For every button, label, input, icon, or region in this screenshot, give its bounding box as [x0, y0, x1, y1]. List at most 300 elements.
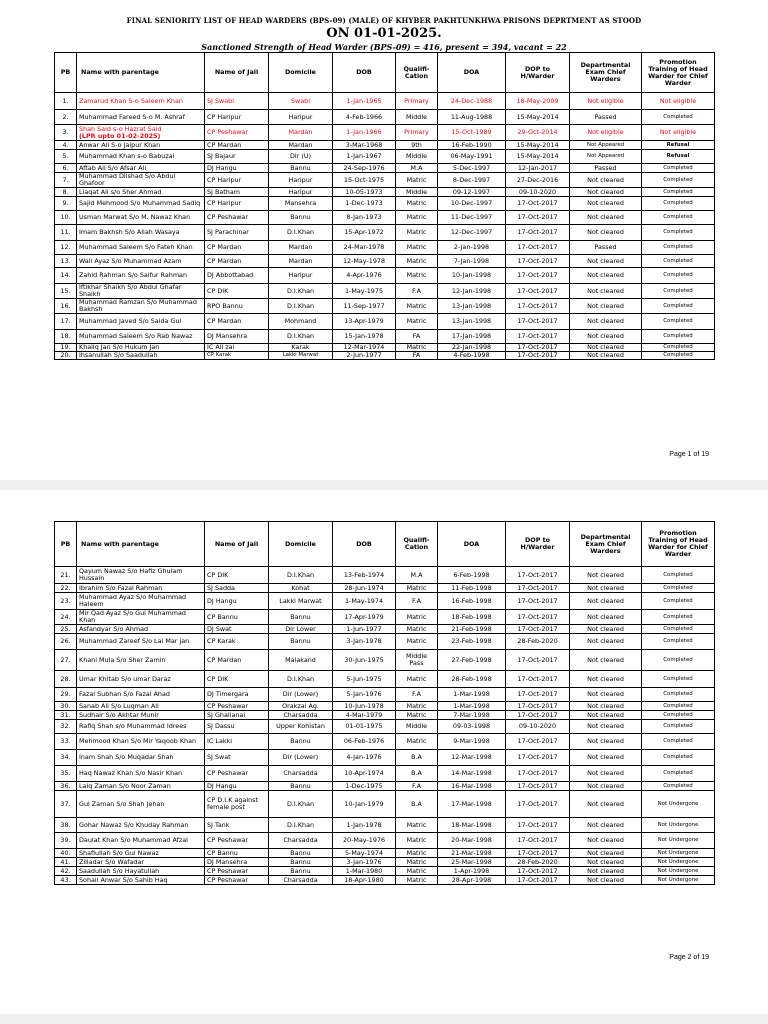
doa-cell: 10-Dec-1997 — [438, 197, 506, 211]
training-cell: Not Undergone — [642, 867, 715, 876]
dob-cell: 1-Jan-1966 — [333, 125, 396, 141]
exam-cell: Not cleared — [570, 268, 642, 284]
training-cell: Completed — [642, 225, 715, 241]
table-row — [55, 671, 715, 688]
table-row — [55, 688, 715, 702]
lpr-note: (LPR upto 01-02-2025) — [79, 131, 161, 140]
table-row — [55, 125, 715, 141]
name-cell: Sohail Anwar S/o Sahib Haq — [77, 876, 205, 885]
dob-cell: 15-Oct-1975 — [333, 173, 396, 188]
exam-cell: Not cleared — [570, 867, 642, 876]
exam-cell: Not eligible — [570, 125, 642, 141]
name-cell: Zamarud Khan S-o Saleem Khan — [77, 93, 205, 110]
training-cell: Completed — [642, 110, 715, 125]
dop-cell: 17-Oct-2017 — [506, 734, 570, 750]
dop-cell: 17-Oct-2017 — [506, 867, 570, 876]
exam-cell: Not cleared — [570, 720, 642, 734]
qualification-cell: Matric — [396, 584, 438, 593]
doa-cell: 1-Mar-1998 — [438, 702, 506, 711]
exam-cell: Not cleared — [570, 791, 642, 818]
table-row — [55, 858, 715, 867]
dob-cell: 1-Mar-1980 — [333, 867, 396, 876]
name-cell: Wali Ayaz S/o Muhammad Azam — [77, 255, 205, 268]
training-cell: Completed — [642, 284, 715, 299]
dob-cell: 11-Sep-1977 — [333, 299, 396, 314]
dop-cell: 17-Oct-2017 — [506, 671, 570, 688]
qualification-cell: F.A — [396, 688, 438, 702]
jail-cell: CP Karak — [205, 352, 269, 360]
domicile-cell: D.I.Khan — [269, 225, 333, 241]
dop-cell: 17-Oct-2017 — [506, 650, 570, 671]
dop-cell: 17-Oct-2017 — [506, 344, 570, 352]
dop-cell: 17-Oct-2017 — [506, 268, 570, 284]
dop-cell: 28-Feb-2020 — [506, 634, 570, 650]
domicile-cell: Haripur — [269, 110, 333, 125]
table-row — [55, 150, 715, 164]
training-cell: Completed — [642, 671, 715, 688]
column-header: Name of Jail — [205, 522, 269, 567]
pb-cell: 16. — [55, 299, 77, 314]
jail-cell: CP Peshawar — [205, 766, 269, 782]
domicile-cell: Dir (U) — [269, 150, 333, 164]
column-header: PB — [55, 522, 77, 567]
domicile-cell: Kohat — [269, 584, 333, 593]
dob-cell: 1-Jan-1978 — [333, 818, 396, 833]
name-cell: Muhammad Khan s-o Babuzai — [77, 150, 205, 164]
pb-cell: 4. — [55, 141, 77, 150]
exam-cell: Not cleared — [570, 584, 642, 593]
name-cell: Khani Mula S/o Sher Zamin — [77, 650, 205, 671]
training-cell: Completed — [642, 625, 715, 634]
training-cell: Not Undergone — [642, 791, 715, 818]
column-header: DOP to H/Warder — [506, 522, 570, 567]
pb-cell: 36. — [55, 782, 77, 791]
qualification-cell: Matric — [396, 634, 438, 650]
pb-cell: 43. — [55, 876, 77, 885]
training-cell: Completed — [642, 610, 715, 625]
column-header: Promotion Training of Head Warder for Chief Warder — [642, 522, 715, 567]
qualification-cell: FA — [396, 330, 438, 344]
dob-cell: 5-Jan-1976 — [333, 688, 396, 702]
jail-cell: CP Haripur — [205, 173, 269, 188]
jail-cell: CP Mardan — [205, 255, 269, 268]
name-cell: Muhammad Javed S/o Saida Gul — [77, 314, 205, 330]
dob-cell: 10-Jun-1978 — [333, 702, 396, 711]
column-header: DOB — [333, 53, 396, 93]
pb-cell: 1. — [55, 93, 77, 110]
domicile-cell: D.I.Khan — [269, 671, 333, 688]
doa-cell: 12-Jan-1998 — [438, 284, 506, 299]
training-cell: Completed — [642, 268, 715, 284]
pb-cell: 26. — [55, 634, 77, 650]
table-row — [55, 833, 715, 849]
name-cell: Sudhair S/o Akhtar Munir — [77, 711, 205, 720]
training-cell: Completed — [642, 255, 715, 268]
training-cell: Completed — [642, 584, 715, 593]
dob-cell: 12-May-1978 — [333, 255, 396, 268]
qualification-cell: Matric — [396, 734, 438, 750]
name-cell: Imam Bakhsh S/o Allah Wasaya — [77, 225, 205, 241]
qualification-cell: Matric — [396, 197, 438, 211]
dop-cell: 15-May-2014 — [506, 141, 570, 150]
table-row — [55, 593, 715, 610]
qualification-cell: 9th — [396, 141, 438, 150]
dop-cell: 17-Oct-2017 — [506, 211, 570, 225]
training-cell: Completed — [642, 702, 715, 711]
jail-cell: CP Haripur — [205, 110, 269, 125]
domicile-cell: Bannu — [269, 867, 333, 876]
domicile-cell: Haripur — [269, 268, 333, 284]
training-cell: Refusal — [642, 150, 715, 164]
exam-cell: Not cleared — [570, 782, 642, 791]
pb-cell: 37. — [55, 791, 77, 818]
jail-cell: CP Karak — [205, 634, 269, 650]
dob-cell: 1-Dec-1975 — [333, 782, 396, 791]
pb-cell: 3. — [55, 125, 77, 141]
qualification-cell: Middle — [396, 188, 438, 197]
table-body — [55, 93, 715, 360]
doa-cell: 21-Mar-1998 — [438, 849, 506, 858]
domicile-cell: Mardan — [269, 141, 333, 150]
jail-cell: SJ Bajaur — [205, 150, 269, 164]
doa-cell: 6-Feb-1998 — [438, 567, 506, 584]
domicile-cell: Dir (Lower) — [269, 688, 333, 702]
qualification-cell: Matric — [396, 211, 438, 225]
jail-cell: SJ Swabi — [205, 93, 269, 110]
table-row — [55, 164, 715, 173]
qualification-cell: Matric — [396, 711, 438, 720]
training-cell: Completed — [642, 782, 715, 791]
pb-cell: 9. — [55, 197, 77, 211]
doa-cell: 18-Feb-1998 — [438, 610, 506, 625]
dob-cell: 13-Apr-1979 — [333, 314, 396, 330]
training-cell: Completed — [642, 352, 715, 360]
domicile-cell: Bannu — [269, 610, 333, 625]
qualification-cell: F.A — [396, 782, 438, 791]
name-cell: Khaliq Jan S/o Hukum Jan — [77, 344, 205, 352]
jail-cell: CP DIK — [205, 284, 269, 299]
domicile-cell: D.I.Khan — [269, 791, 333, 818]
table-row — [55, 634, 715, 650]
doa-cell: 7-Jan-1998 — [438, 255, 506, 268]
pb-cell: 31. — [55, 711, 77, 720]
training-cell: Completed — [642, 688, 715, 702]
doa-cell: 17-Mar-1998 — [438, 791, 506, 818]
pb-cell: 22. — [55, 584, 77, 593]
training-cell: Completed — [642, 314, 715, 330]
doa-cell: 14-Mar-1998 — [438, 766, 506, 782]
pb-cell: 25. — [55, 625, 77, 634]
doa-cell: 8-Dec-1997 — [438, 173, 506, 188]
dob-cell: 24-Mar-1978 — [333, 241, 396, 255]
dop-cell: 28-Feb-2020 — [506, 858, 570, 867]
name-cell: Aftab Ali S/o Afsar Ali — [77, 164, 205, 173]
table-row — [55, 314, 715, 330]
training-cell: Not Undergone — [642, 876, 715, 885]
jail-cell: CP Peshawar — [205, 876, 269, 885]
domicile-cell: Bannu — [269, 734, 333, 750]
dob-cell: 5-Jun-1975 — [333, 671, 396, 688]
column-header: Qualifi-Cation — [396, 53, 438, 93]
table-row — [55, 584, 715, 593]
dob-cell: 4-Jan-1976 — [333, 750, 396, 766]
exam-cell: Not eligible — [570, 93, 642, 110]
name-cell: Muhammad Ramzan S/o Muhammad Bakhsh — [77, 299, 205, 314]
table-row — [55, 330, 715, 344]
jail-cell: CP Mardan — [205, 650, 269, 671]
pb-cell: 29. — [55, 688, 77, 702]
table-row — [55, 782, 715, 791]
dob-cell: 1-Jan-1967 — [333, 150, 396, 164]
doa-cell: 11-Aug-1988 — [438, 110, 506, 125]
qualification-cell: Matric — [396, 255, 438, 268]
exam-cell: Not cleared — [570, 671, 642, 688]
exam-cell: Not Appeared — [570, 141, 642, 150]
qualification-cell: Matric — [396, 173, 438, 188]
exam-cell: Not cleared — [570, 593, 642, 610]
domicile-cell: Haripur — [269, 188, 333, 197]
pb-cell: 5. — [55, 150, 77, 164]
name-cell: Ihsanullah S/o Saadullah — [77, 352, 205, 360]
pb-cell: 8. — [55, 188, 77, 197]
jail-cell: SJ Dassu — [205, 720, 269, 734]
dop-cell: 17-Oct-2017 — [506, 584, 570, 593]
exam-cell: Not Appeared — [570, 150, 642, 164]
dop-cell: 17-Oct-2017 — [506, 818, 570, 833]
table-row — [55, 255, 715, 268]
exam-cell: Not cleared — [570, 750, 642, 766]
name-cell: Sanab Ali S/o Luqman Ali — [77, 702, 205, 711]
dob-cell: 1-May-1975 — [333, 284, 396, 299]
qualification-cell: Matric — [396, 849, 438, 858]
jail-cell: SJ Tank — [205, 818, 269, 833]
pb-cell: 10. — [55, 211, 77, 225]
jail-cell: CP Peshawar — [205, 125, 269, 141]
exam-cell: Not cleared — [570, 634, 642, 650]
dob-cell: 5-May-1974 — [333, 849, 396, 858]
pb-cell: 19. — [55, 344, 77, 352]
qualification-cell: Matric — [396, 268, 438, 284]
pb-cell: 34. — [55, 750, 77, 766]
training-cell: Not Undergone — [642, 849, 715, 858]
training-cell: Refusal — [642, 141, 715, 150]
jail-cell: DJ Hangu — [205, 164, 269, 173]
table-header-row — [55, 53, 715, 93]
table-row — [55, 173, 715, 188]
jail-cell: IC Lakki — [205, 734, 269, 750]
dob-cell: 3-Jan-1978 — [333, 634, 396, 650]
pb-cell: 24. — [55, 610, 77, 625]
qualification-cell: Matric — [396, 241, 438, 255]
pb-cell: 18. — [55, 330, 77, 344]
domicile-cell: Charsadda — [269, 833, 333, 849]
person-name: Shah Said s-o Hazrat Said — [79, 124, 162, 133]
name-cell: Muhammad Dilshad S/o Abdul Ghafoor — [77, 173, 205, 188]
exam-cell: Not cleared — [570, 688, 642, 702]
dob-cell: 1-Dec-1973 — [333, 197, 396, 211]
table-row — [55, 849, 715, 858]
name-cell: Muhammad Saleem S/o Fateh Khan — [77, 241, 205, 255]
name-cell: Muhammad Saleem S/o Rab Nawaz — [77, 330, 205, 344]
table-row — [55, 567, 715, 584]
domicile-cell: Haripur — [269, 173, 333, 188]
pb-cell: 32. — [55, 720, 77, 734]
table-row — [55, 818, 715, 833]
jail-cell: CP Peshawar — [205, 211, 269, 225]
qualification-cell: Matric — [396, 833, 438, 849]
qualification-cell: Matric — [396, 702, 438, 711]
name-cell: Mir Qad Ayaz S/o Gul Muhammad Khan — [77, 610, 205, 625]
doa-cell: 4-Feb-1998 — [438, 352, 506, 360]
training-cell: Completed — [642, 241, 715, 255]
column-header: DOB — [333, 522, 396, 567]
table-row — [55, 188, 715, 197]
dob-cell: 01-01-1975 — [333, 720, 396, 734]
dop-cell: 15-May-2014 — [506, 150, 570, 164]
seniority-table-page-1 — [54, 52, 715, 360]
pb-cell: 35. — [55, 766, 77, 782]
doa-cell: 28-Apr-1998 — [438, 876, 506, 885]
pb-cell: 33. — [55, 734, 77, 750]
domicile-cell: D.I.Khan — [269, 299, 333, 314]
table-row — [55, 650, 715, 671]
training-cell: Completed — [642, 164, 715, 173]
name-cell: Gul Zaman S/o Shah Jehan — [77, 791, 205, 818]
pb-cell: 41. — [55, 858, 77, 867]
exam-cell: Not cleared — [570, 625, 642, 634]
dob-cell: 4-Feb-1966 — [333, 110, 396, 125]
doa-cell: 28-Feb-1998 — [438, 671, 506, 688]
qualification-cell: FA — [396, 352, 438, 360]
name-cell — [77, 125, 205, 141]
table-row — [55, 867, 715, 876]
dob-cell: 1-May-1974 — [333, 593, 396, 610]
column-header: Departmental Exam Chief Warders — [570, 53, 642, 93]
jail-cell: SJ Sadda — [205, 584, 269, 593]
pb-cell: 13. — [55, 255, 77, 268]
qualification-cell: M.A — [396, 164, 438, 173]
exam-cell: Not cleared — [570, 197, 642, 211]
dop-cell: 17-Oct-2017 — [506, 241, 570, 255]
doa-cell: 11-Feb-1998 — [438, 584, 506, 593]
dob-cell: 1-Jan-1965 — [333, 93, 396, 110]
dop-cell: 17-Oct-2017 — [506, 750, 570, 766]
dob-cell: 8-Jan-1973 — [333, 211, 396, 225]
dob-cell: 4-Mar-1979 — [333, 711, 396, 720]
dob-cell: 17-Apr-1979 — [333, 610, 396, 625]
doa-cell: 5-Dec-1997 — [438, 164, 506, 173]
domicile-cell: Mardan — [269, 125, 333, 141]
dob-cell: 10-05-1973 — [333, 188, 396, 197]
dop-cell: 17-Oct-2017 — [506, 197, 570, 211]
doa-cell: 09-12-1997 — [438, 188, 506, 197]
page-separator — [0, 480, 768, 490]
domicile-cell: Bannu — [269, 211, 333, 225]
column-header: DOP to H/Warder — [506, 53, 570, 93]
name-cell: Usman Marwat S/o M. Nawaz Khan — [77, 211, 205, 225]
page-separator — [0, 1014, 768, 1024]
domicile-cell: Charsadda — [269, 711, 333, 720]
pb-cell: 15. — [55, 284, 77, 299]
table-row — [55, 734, 715, 750]
dop-cell: 17-Oct-2017 — [506, 791, 570, 818]
exam-cell: Not cleared — [570, 766, 642, 782]
qualification-cell: Matric — [396, 671, 438, 688]
dop-cell: 17-Oct-2017 — [506, 330, 570, 344]
table-row — [55, 241, 715, 255]
column-header: Name with parentage — [77, 53, 205, 93]
qualification-cell: Middle Pass — [396, 650, 438, 671]
name-cell: Zilladar S/o Wafadar — [77, 858, 205, 867]
doa-cell: 12-Mar-1998 — [438, 750, 506, 766]
name-cell: Muhammad Zareef S/o Lal Mar jan — [77, 634, 205, 650]
doa-cell: 18-Mar-1998 — [438, 818, 506, 833]
exam-cell: Passed — [570, 110, 642, 125]
jail-cell: CP Bannu — [205, 849, 269, 858]
dop-cell: 17-Oct-2017 — [506, 255, 570, 268]
dob-cell: 30-Jun-1975 — [333, 650, 396, 671]
dop-cell: 17-Oct-2017 — [506, 711, 570, 720]
doa-cell: 1-Mar-1998 — [438, 688, 506, 702]
dop-cell: 17-Oct-2017 — [506, 314, 570, 330]
dop-cell: 17-Oct-2017 — [506, 284, 570, 299]
name-cell: Fazal Subhan S/o Fazal Ahad — [77, 688, 205, 702]
pb-cell: 40. — [55, 849, 77, 858]
qualification-cell: Matric — [396, 858, 438, 867]
exam-cell: Not cleared — [570, 314, 642, 330]
name-cell: Gohar Nawaz S/o Khuday Rahman — [77, 818, 205, 833]
exam-cell: Not cleared — [570, 225, 642, 241]
domicile-cell: Mansehra — [269, 197, 333, 211]
exam-cell: Not cleared — [570, 211, 642, 225]
jail-cell: CP DIK — [205, 671, 269, 688]
column-header: Departmental Exam Chief Warders — [570, 522, 642, 567]
name-cell: Saadullah S/o Hayatullah — [77, 867, 205, 876]
qualification-cell: Middle — [396, 150, 438, 164]
doa-cell: 13-Jan-1998 — [438, 299, 506, 314]
qualification-cell: Primary — [396, 93, 438, 110]
column-header: Promotion Training of Head Warder for Chief Warder — [642, 53, 715, 93]
dop-cell: 15-May-2014 — [506, 110, 570, 125]
dob-cell: 3-Mar-1968 — [333, 141, 396, 150]
training-cell: Completed — [642, 766, 715, 782]
dob-cell: 28-Jun-1974 — [333, 584, 396, 593]
dob-cell: 06-Feb-1976 — [333, 734, 396, 750]
jail-cell: DJ Abbottabad — [205, 268, 269, 284]
jail-cell: CP Peshawar — [205, 833, 269, 849]
name-cell: Haq Nawaz Khan S/o Nasir Khan — [77, 766, 205, 782]
qualification-cell: F.A — [396, 593, 438, 610]
table-row — [55, 211, 715, 225]
column-header: PB — [55, 53, 77, 93]
name-cell: Iftikhar Shaikh S/o Abdul Ghafar Shaikh — [77, 284, 205, 299]
exam-cell: Not cleared — [570, 702, 642, 711]
jail-cell: SJ Parachinar — [205, 225, 269, 241]
pb-cell: 23. — [55, 593, 77, 610]
jail-cell: CP Bannu — [205, 610, 269, 625]
jail-cell: CP Mardan — [205, 314, 269, 330]
exam-cell: Not cleared — [570, 352, 642, 360]
dop-cell: 17-Oct-2017 — [506, 782, 570, 791]
name-cell: Zahid Rahman S/o Saifur Rahman — [77, 268, 205, 284]
qualification-cell: B.A — [396, 791, 438, 818]
jail-cell: CP DIK — [205, 567, 269, 584]
table-row — [55, 876, 715, 885]
qualification-cell: B.A — [396, 766, 438, 782]
dob-cell: 2-Jun-1977 — [333, 352, 396, 360]
training-cell: Not eligible — [642, 125, 715, 141]
exam-cell: Not cleared — [570, 734, 642, 750]
